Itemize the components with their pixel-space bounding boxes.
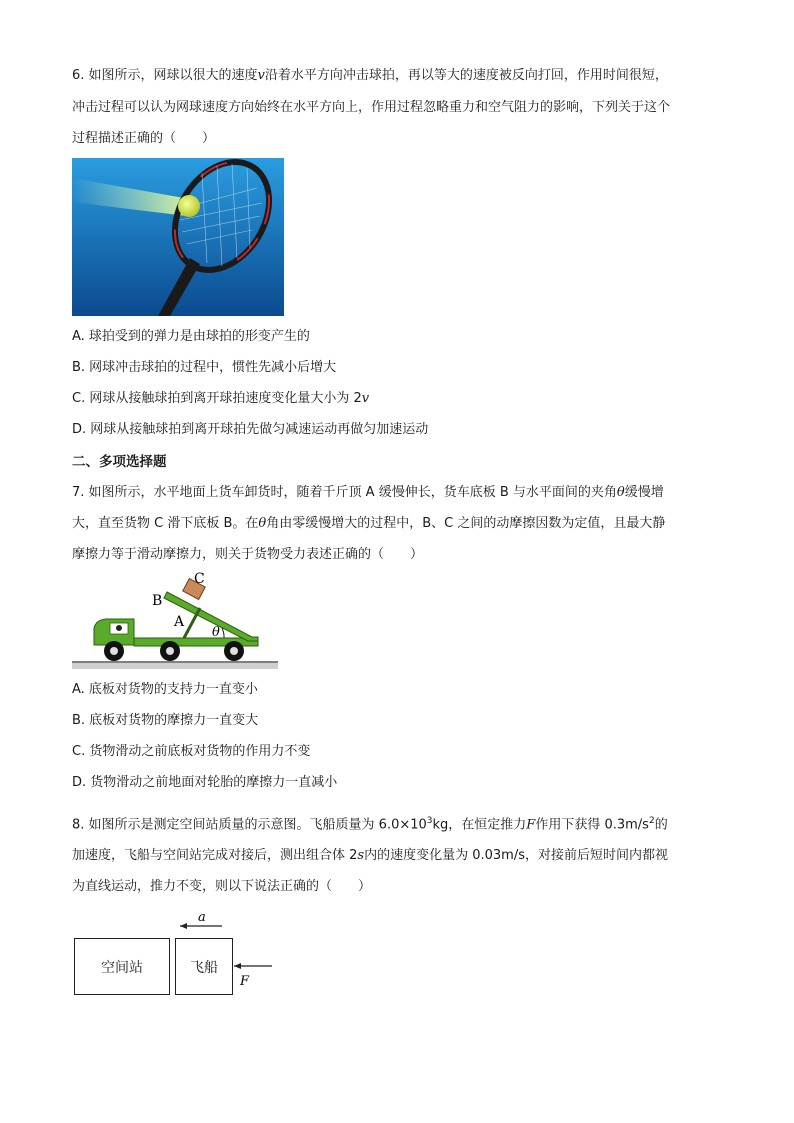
truck-unloading-diagram: [72, 570, 278, 672]
q7-option-b[interactable]: B. 底板对货物的摩擦力一直变大: [72, 713, 259, 728]
q7-text: 7. 如图所示，水平地面上货车卸货时，随着千斤顶 A 缓慢伸长，货车底板 B 与水平面间的夹角: [72, 485, 617, 500]
q6-option-c-text: C. 网球从接触球拍到离开球拍速度变化量大小为 2: [72, 391, 362, 406]
ground: [72, 662, 278, 669]
q7-option-d[interactable]: D. 货物滑动之前地面对轮胎的摩擦力一直减小: [72, 775, 338, 790]
q7-text: 大，直至货物 C 滑下底板 B。在: [72, 516, 259, 531]
q6-option-b[interactable]: B. 网球冲击球拍的过程中，惯性先减小后增大: [72, 360, 337, 375]
q6-var-v: v: [257, 68, 265, 83]
q7-text: 缓慢增: [624, 485, 664, 500]
q8-var-f: F: [526, 817, 536, 833]
q7-text: 角由零缓慢增大的过程中，B、C 之间的动摩擦因数为定值，且最大静: [266, 516, 666, 531]
space-station-box: 空间站: [74, 938, 170, 995]
label-b: B: [152, 593, 163, 609]
q7-option-a[interactable]: A. 底板对货物的支持力一直变小: [72, 682, 258, 697]
thrust-arrow: [234, 963, 272, 969]
tennis-ball: [178, 195, 200, 217]
q6-stem-line3: 过程描述正确的（ ）: [72, 131, 216, 146]
q8-text: 内的速度变化量为 0.03m/s，对接前后短时间内都视: [364, 848, 668, 863]
q6-option-a[interactable]: A. 球拍受到的弹力是由球拍的形变产生的: [72, 329, 310, 344]
q8-var-s: s: [357, 848, 365, 863]
q8-text: 作用下获得 0.3m/s: [535, 817, 649, 833]
q8-text: 8. 如图所示是测定空间站质量的示意图。飞船质量为 6.0×10: [72, 817, 427, 833]
spacecraft-box: 飞船: [175, 938, 233, 995]
label-a: A: [174, 614, 185, 630]
q7-option-c[interactable]: C. 货物滑动之前底板对货物的作用力不变: [72, 744, 311, 759]
tennis-racket-photo: [72, 158, 284, 316]
q7-stem-line3: 摩擦力等于滑动摩擦力，则关于货物受力表述正确的（ ）: [72, 547, 424, 562]
q8-stem-line2: [72, 846, 668, 866]
force-arrows: [170, 908, 280, 990]
q8-exponent: 3: [426, 816, 433, 826]
q8-exponent: 2: [648, 816, 655, 826]
q6-option-d[interactable]: D. 网球从接触球拍到离开球拍先做匀减速运动再做匀加速运动: [72, 422, 429, 437]
label-f: F: [240, 974, 250, 989]
q8-text: 的: [654, 817, 668, 833]
q6-text: 沿着水平方向冲击球拍，再以等大的速度被反向打回，作用时间很短，: [264, 68, 668, 83]
label-a: a: [198, 910, 206, 925]
q6-stem-line2: 冲击过程可以认为网球速度方向始终在水平方向上，作用过程忽略重力和空气阻力的影响，下列关于这个: [72, 100, 671, 115]
q7-stem-line1: [72, 483, 664, 503]
q7-var-theta: θ: [258, 516, 267, 531]
section-title-multiple-choice: 二、多项选择题: [72, 454, 167, 470]
q8-stem-line3: 为直线运动，推力不变，则以下说法正确的（ ）: [72, 879, 372, 894]
q6-stem-line1: [72, 66, 668, 86]
q8-text: 加速度，飞船与空间站完成对接后，测出组合体 2: [72, 848, 358, 863]
q6-option-c[interactable]: [72, 389, 369, 409]
q6-option-c-var: v: [361, 391, 370, 406]
q7-var-theta: θ: [616, 485, 625, 500]
q6-text: 6. 如图所示，网球以很大的速度: [72, 68, 258, 83]
label-theta: θ: [212, 625, 220, 640]
q7-stem-line2: [72, 514, 665, 534]
label-c: C: [194, 571, 205, 587]
q8-text: kg，在恒定推力: [432, 817, 527, 833]
q8-stem-line1: [72, 811, 668, 835]
